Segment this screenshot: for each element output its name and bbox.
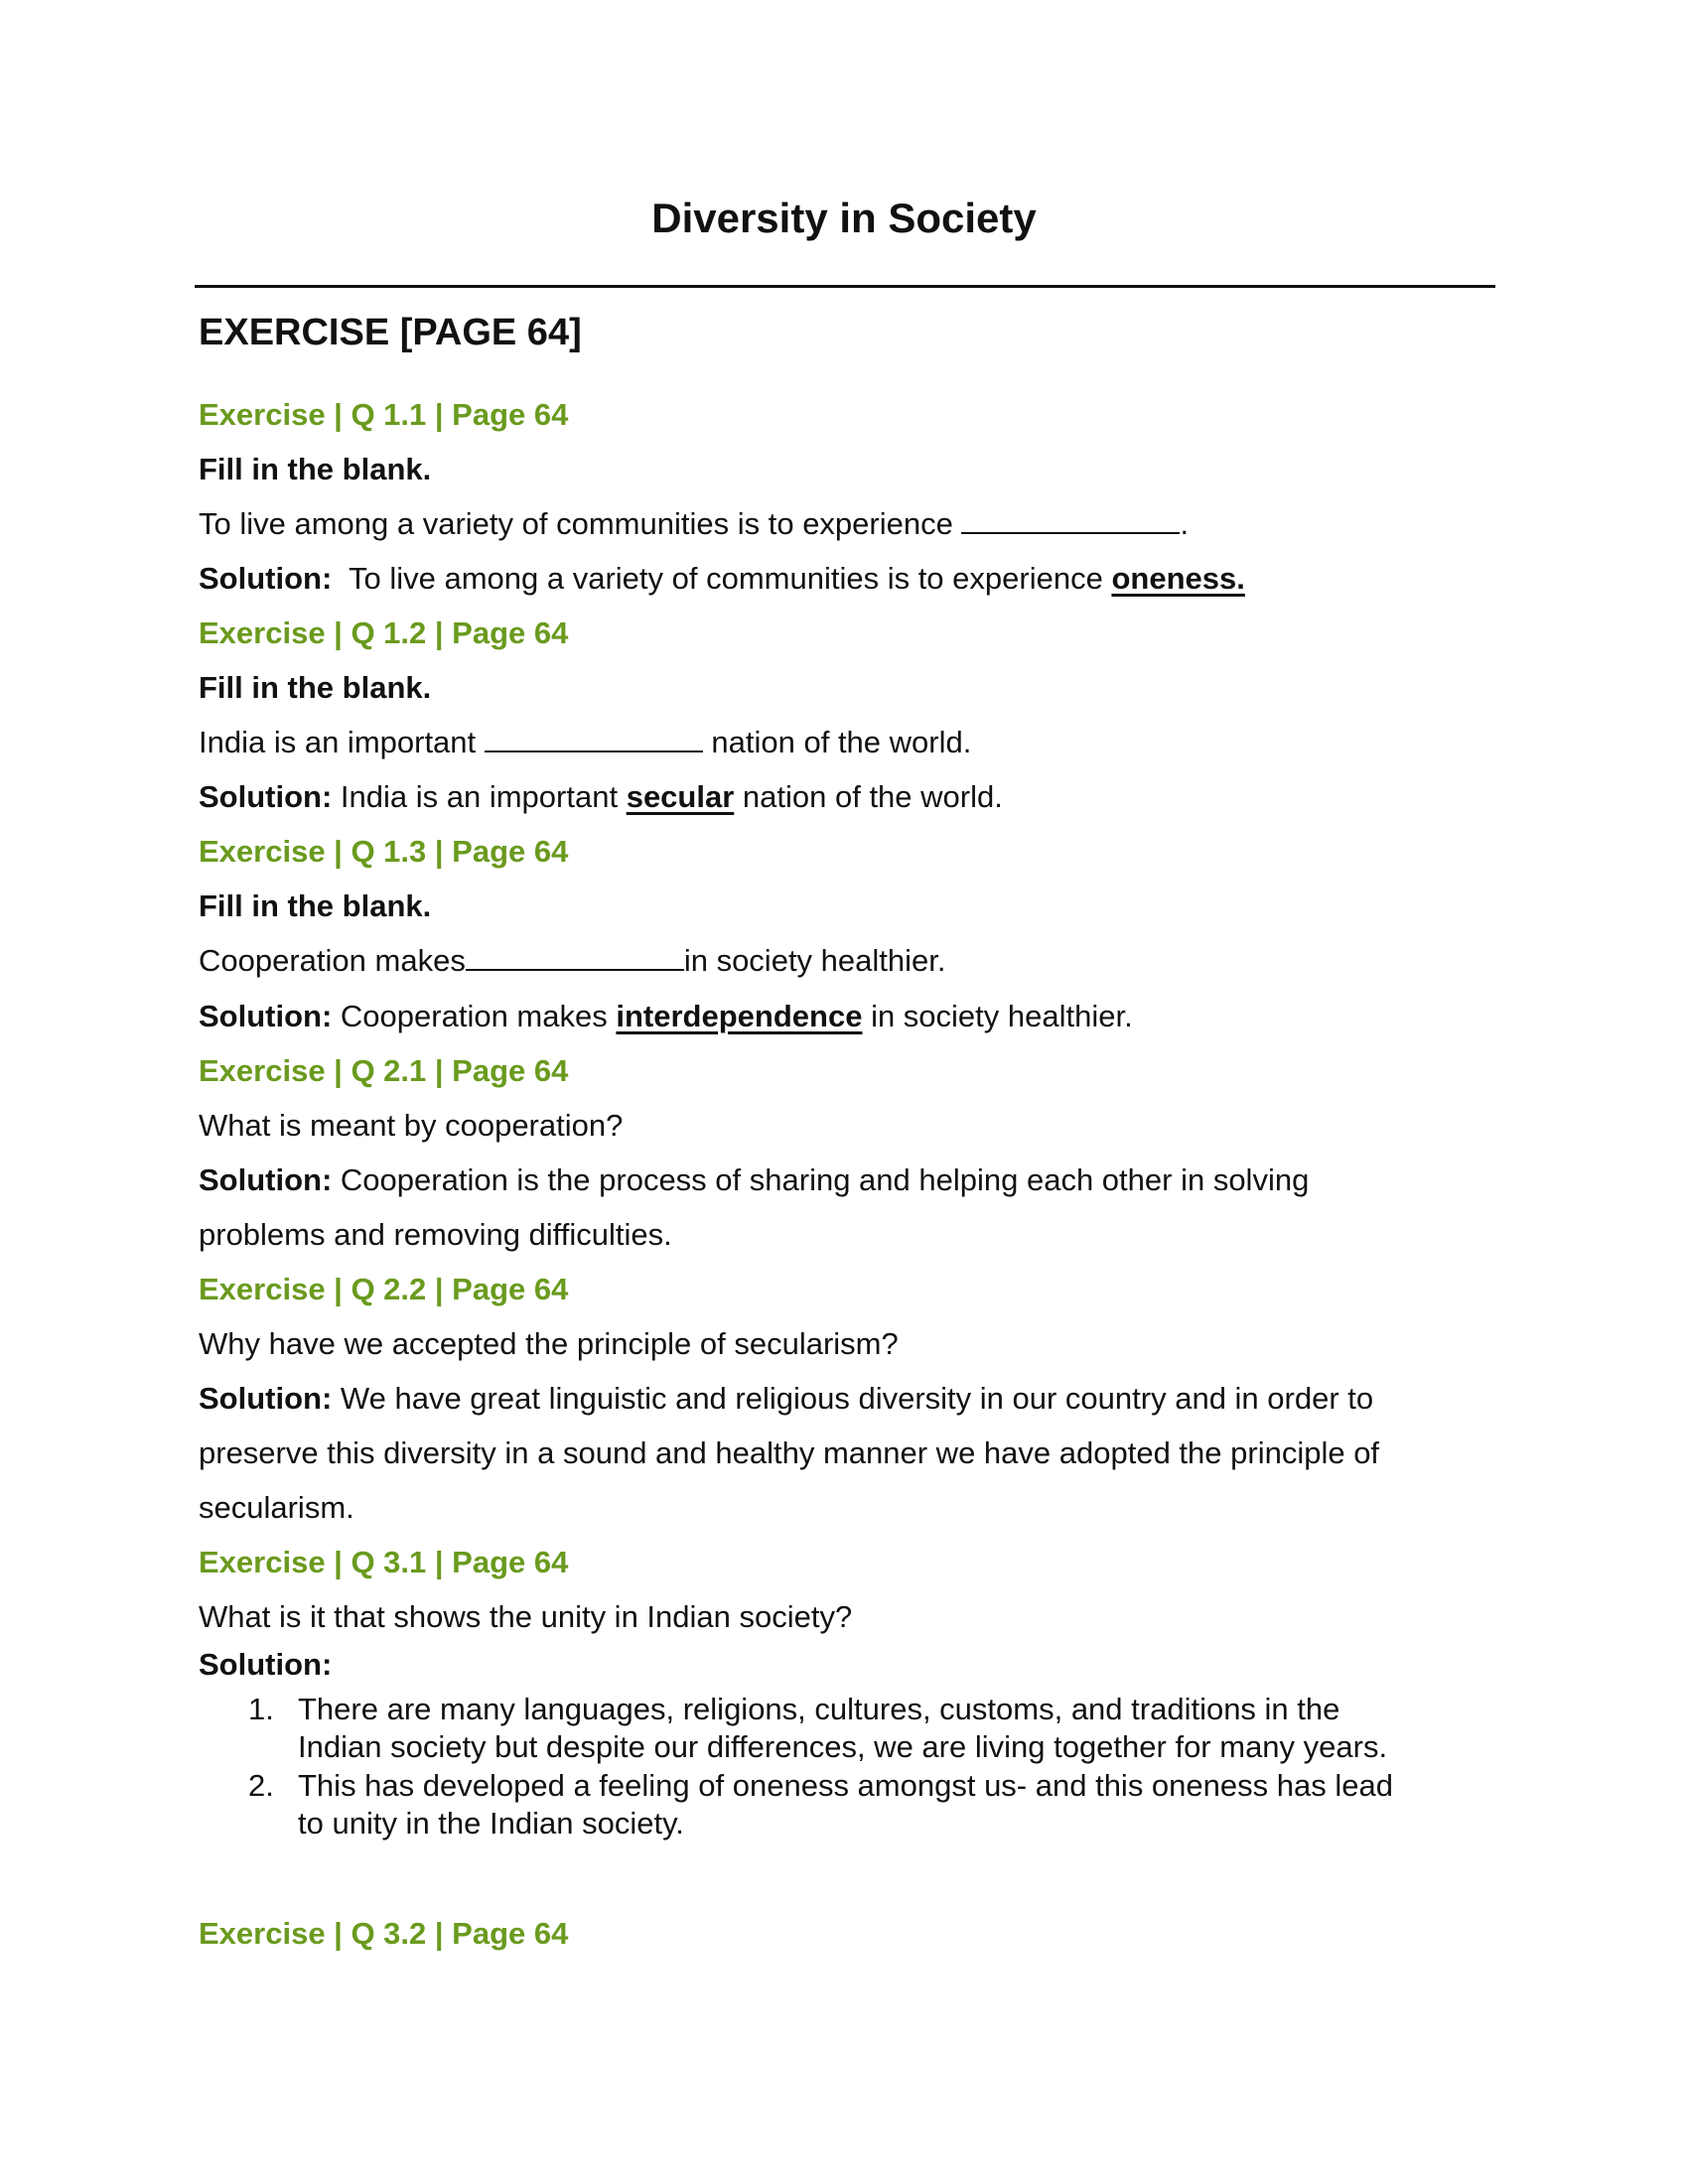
question-text: What is meant by cooperation? [199,1108,624,1143]
list-item: There are many languages, religions, cultures, customs, and traditions in the [298,1692,1340,1726]
exercise-header: Exercise | Q 2.1 | Page 64 [199,1053,569,1088]
solution-text: Solution: We have great linguistic and religious diversity in our country and in order to [199,1381,1374,1416]
solution-label: Solution: [199,1381,333,1416]
question-text: To live among a variety of communities is to experience . [199,506,1190,541]
list-item-continued: Indian society but despite our differences, we are living together for many years. [298,1729,1388,1764]
exercise-header: Exercise | Q 3.1 | Page 64 [199,1545,569,1579]
exercise-header: Exercise | Q 1.1 | Page 64 [199,397,569,432]
list-item-number: 1. [248,1692,274,1726]
instruction: Fill in the blank. [199,670,432,705]
question-text: Cooperation makes in society healthier. [199,943,946,978]
page-title: Diversity in Society [651,195,1037,241]
exercise-header: Exercise | Q 2.2 | Page 64 [199,1272,569,1306]
solution-answer: secular [626,779,735,814]
title-divider [195,285,1495,288]
solution-answer: oneness. [1111,561,1245,596]
solution-text-continued: problems and removing difficulties. [199,1217,672,1252]
answer-blank [466,945,684,971]
list-item-number: 2. [248,1768,274,1803]
exercise-header: Exercise | Q 1.2 | Page 64 [199,615,569,650]
answer-blank [961,508,1180,534]
instruction: Fill in the blank. [199,888,432,923]
exercise-header: Exercise | Q 3.2 | Page 64 [199,1916,569,1951]
instruction: Fill in the blank. [199,452,432,486]
solution-label: Solution: [199,561,333,596]
solution-text: Solution: Cooperation makes interdependence in society healthier. [199,999,1133,1033]
question-text: Why have we accepted the principle of secularism? [199,1326,899,1361]
solution-label: Solution: [199,999,333,1033]
solution-text-continued: secularism. [199,1490,354,1525]
solution-text: Solution: India is an important secular nation of the world. [199,779,1003,814]
answer-blank [485,727,703,752]
section-heading: EXERCISE [PAGE 64] [199,312,582,353]
question-text: What is it that shows the unity in Indian society? [199,1599,853,1634]
solution-label: Solution: [199,1647,333,1682]
question-text: India is an important nation of the world. [199,725,972,759]
solution-text-continued: preserve this diversity in a sound and healthy manner we have adopted the principle of [199,1435,1380,1470]
solution-text: Solution: Cooperation is the process of sharing and helping each other in solving [199,1162,1310,1197]
solution-label: Solution: [199,779,333,814]
solution-answer: interdependence [616,999,863,1033]
solution-label: Solution: [199,1162,333,1197]
list-item: This has developed a feeling of oneness amongst us- and this oneness has lead [298,1768,1393,1803]
exercise-header: Exercise | Q 1.3 | Page 64 [199,834,569,869]
solution-text: Solution: To live among a variety of communities is to experience oneness. [199,561,1245,596]
list-item-continued: to unity in the Indian society. [298,1806,684,1841]
